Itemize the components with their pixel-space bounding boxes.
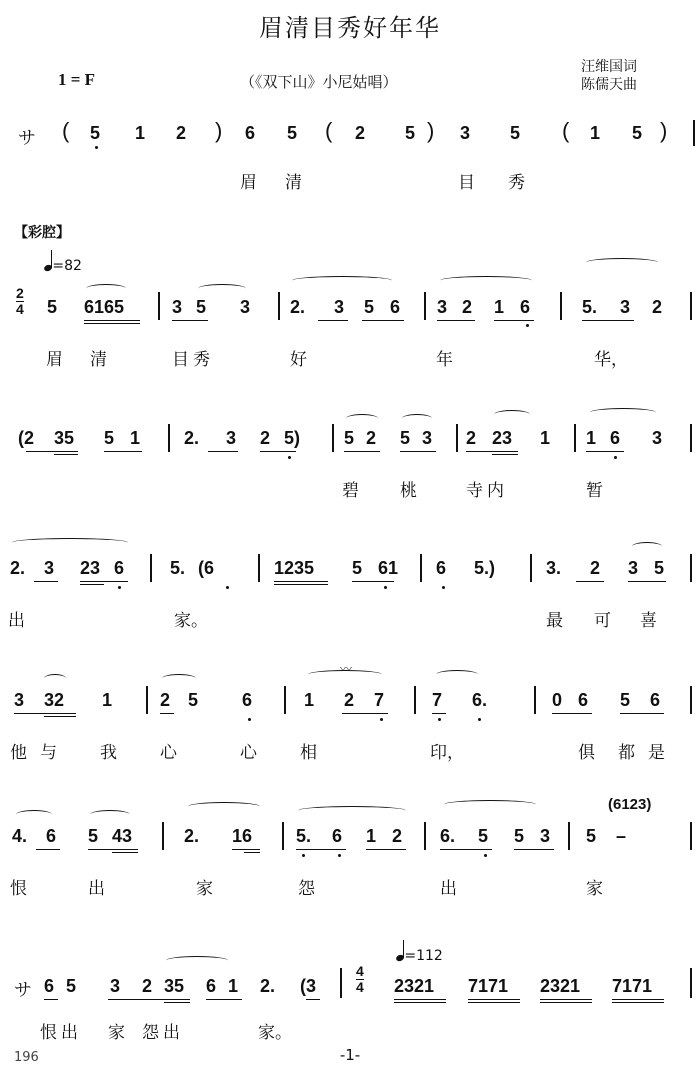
mordent-icon: 〰 (340, 662, 353, 676)
barline (162, 822, 164, 850)
barline (158, 292, 160, 320)
barline (534, 686, 536, 714)
note: 5. (296, 826, 312, 846)
note: 1 (590, 123, 601, 143)
note: 2 (176, 123, 187, 143)
note: 1 (586, 428, 597, 448)
note: 3 (628, 558, 639, 578)
note: 5 (66, 976, 77, 996)
barline (530, 554, 532, 582)
note: ) (215, 118, 223, 143)
note: 1 (135, 123, 146, 143)
lyric: 眉 (240, 173, 257, 193)
note: 5.) (474, 558, 496, 578)
note: 2. (184, 826, 200, 846)
note: 3 (110, 976, 121, 996)
page-number: -1- (339, 1046, 361, 1064)
lyric: 心 (240, 743, 257, 763)
lyric: 桃 (400, 481, 417, 501)
barline (282, 822, 284, 850)
note: 2321 (394, 976, 435, 996)
note: 6 (245, 123, 256, 143)
note: 1 (304, 690, 315, 710)
note: 7171 (612, 976, 653, 996)
note: 5 (514, 826, 525, 846)
lyric: 怨 (298, 879, 315, 899)
barline (690, 822, 692, 850)
note: 1235 (274, 558, 315, 578)
section-tag: 【彩腔】 (14, 225, 70, 241)
note: 5 (478, 826, 489, 846)
subtitle: （《双下山》小尼姑唱） (240, 73, 398, 91)
note: 6 (242, 690, 253, 710)
note: 2 (466, 428, 477, 448)
lyric: 出 (88, 879, 105, 899)
note: 6 (650, 690, 661, 710)
note: ( (325, 118, 333, 143)
note: 2 (142, 976, 153, 996)
lyric: 喜 (640, 611, 657, 631)
key-signature: 1 = F (58, 70, 96, 89)
note: 2. (290, 297, 306, 317)
lyric: 好 (290, 350, 307, 370)
note: ( (562, 118, 570, 143)
lyric: 清 (285, 173, 302, 193)
note: 1 (102, 690, 113, 710)
lyric: 他 (10, 743, 27, 763)
barline (258, 554, 260, 582)
note: 3 (620, 297, 631, 317)
lyric: 家 (586, 879, 603, 899)
note: (3 (300, 976, 317, 996)
lyric: 寺内 (466, 481, 508, 501)
note: 5. (170, 558, 186, 578)
note: 5. (582, 297, 598, 317)
lyric: 可 (594, 611, 611, 631)
lyric: 秀 (508, 173, 525, 193)
lyric: 出 (440, 879, 457, 899)
lyric: 家。 (174, 611, 208, 631)
lyric: 是 (648, 743, 665, 763)
lyric: 俱 (578, 743, 595, 763)
octave-dot (95, 146, 98, 149)
note: 23 (80, 558, 101, 578)
note: ( (62, 118, 70, 143)
note: 3 (652, 428, 663, 448)
page-corner-number: 196 (14, 1050, 39, 1065)
lyric: 年 (436, 350, 453, 370)
note: 2. (184, 428, 200, 448)
note: 3. (546, 558, 562, 578)
lyric: 目 (458, 173, 475, 193)
lyric: 眉 (46, 350, 63, 370)
note: 3 (172, 297, 183, 317)
barline (568, 822, 570, 850)
tempo-marking-1: =82 (44, 250, 82, 274)
note: 5 (47, 297, 58, 317)
barline (150, 554, 152, 582)
barline (690, 554, 692, 582)
note: 2 (260, 428, 271, 448)
note: 3 (422, 428, 433, 448)
composer-credit: 陈儒天曲 (581, 77, 637, 93)
note: 0 (552, 690, 563, 710)
lyric: 目秀 (172, 350, 214, 370)
note: 6 (610, 428, 621, 448)
lyric: 清 (90, 350, 107, 370)
lyric: 暂 (586, 481, 603, 501)
note: 1 (540, 428, 551, 448)
barline (574, 424, 576, 452)
note: 6 (332, 826, 343, 846)
note: 3 (460, 123, 471, 143)
note: 1 (366, 826, 377, 846)
note: 7 (374, 690, 385, 710)
time-signature: 2 4 (16, 285, 24, 317)
barline (690, 968, 692, 998)
note: 2. (260, 976, 276, 996)
note: 43 (112, 826, 133, 846)
note: 6 (114, 558, 125, 578)
note: 23 (492, 428, 513, 448)
barline (424, 822, 426, 850)
note: 6 (436, 558, 447, 578)
note: 1 (130, 428, 141, 448)
time-signature: 4 4 (356, 963, 364, 995)
barline (332, 424, 334, 452)
note: 6 (390, 297, 401, 317)
note: 6 (44, 976, 55, 996)
lyric: 心 (160, 743, 177, 763)
note: 1 (228, 976, 239, 996)
note: 4. (12, 826, 28, 846)
barline (560, 292, 562, 320)
barline (456, 424, 458, 452)
credits (581, 58, 637, 94)
note: 3 (540, 826, 551, 846)
note: 5 (654, 558, 665, 578)
lyric: 印， (430, 743, 464, 763)
note: 5 (188, 690, 199, 710)
note-group: (6123) (608, 796, 652, 813)
lyric: 怨出 (142, 1023, 184, 1043)
note: ) (660, 118, 668, 143)
note: 2 (344, 690, 355, 710)
note: 2 (355, 123, 366, 143)
note: 3 (14, 690, 25, 710)
note: 3 (240, 297, 251, 317)
note: 61 (378, 558, 399, 578)
note: 6. (440, 826, 456, 846)
note: 2321 (540, 976, 581, 996)
note: 6 (520, 297, 531, 317)
tempo-marking-2: =112 (396, 940, 443, 964)
barline (340, 968, 342, 998)
barline (284, 686, 286, 714)
lyric: 相 (300, 743, 317, 763)
note: 5 (405, 123, 416, 143)
lyricist-credit: 汪维国词 (581, 59, 637, 75)
barline (278, 292, 280, 320)
lyric: 家。 (258, 1023, 292, 1043)
note: (6 (198, 558, 215, 578)
note: 2 (462, 297, 473, 317)
note: 6 (578, 690, 589, 710)
note: 6165 (84, 297, 125, 317)
barline (146, 686, 148, 714)
note: 2 (160, 690, 171, 710)
note: 5 (344, 428, 355, 448)
note: 5 (90, 123, 101, 143)
barline (690, 424, 692, 452)
note: 5 (88, 826, 99, 846)
note: 16 (232, 826, 253, 846)
note: 3 (437, 297, 448, 317)
note: 5 (352, 558, 363, 578)
note: 2 (366, 428, 377, 448)
note: 5 (364, 297, 375, 317)
note: 3 (334, 297, 345, 317)
note: (2 (18, 428, 35, 448)
note: – (616, 826, 627, 846)
lyric: 都 (618, 743, 635, 763)
note: 5 (632, 123, 643, 143)
note: 35 (164, 976, 185, 996)
page-title: 眉清目秀好年华 (259, 14, 441, 42)
note: ) (427, 118, 435, 143)
note: 2 (652, 297, 663, 317)
lyric: 出 (8, 611, 25, 631)
barline (420, 554, 422, 582)
lyric: 恨 (10, 879, 27, 899)
lyric: 与 (40, 743, 57, 763)
note: 3 (44, 558, 55, 578)
note: 2. (10, 558, 26, 578)
note: 5 (104, 428, 115, 448)
lyric: 家 (108, 1023, 125, 1043)
note: 35 (54, 428, 75, 448)
lyric: 我 (100, 743, 117, 763)
barline (690, 292, 692, 320)
note: 5 (287, 123, 298, 143)
note: 5 (586, 826, 597, 846)
note: 7171 (468, 976, 509, 996)
barline (690, 686, 692, 714)
barline (168, 424, 170, 452)
lyric: 恨出 (40, 1023, 82, 1043)
note: 32 (44, 690, 65, 710)
lyric: 家 (196, 879, 213, 899)
note: 5 (620, 690, 631, 710)
note: 6 (46, 826, 57, 846)
note: 6. (472, 690, 488, 710)
barline (693, 120, 695, 146)
barline (424, 292, 426, 320)
note: 5 (400, 428, 411, 448)
note: 2 (392, 826, 403, 846)
note: 5 (196, 297, 207, 317)
note: 3 (226, 428, 237, 448)
note: 6 (206, 976, 217, 996)
note: 1 (494, 297, 505, 317)
note: 7 (432, 690, 443, 710)
free-meter-mark: サ (18, 128, 36, 148)
free-meter-mark: サ (14, 980, 32, 1000)
lyric: 碧 (342, 481, 359, 501)
note: 5) (284, 428, 301, 448)
lyric: 华， (594, 350, 628, 370)
lyric: 最 (546, 611, 563, 631)
note: 2 (590, 558, 601, 578)
note: 5 (510, 123, 521, 143)
barline (414, 686, 416, 714)
